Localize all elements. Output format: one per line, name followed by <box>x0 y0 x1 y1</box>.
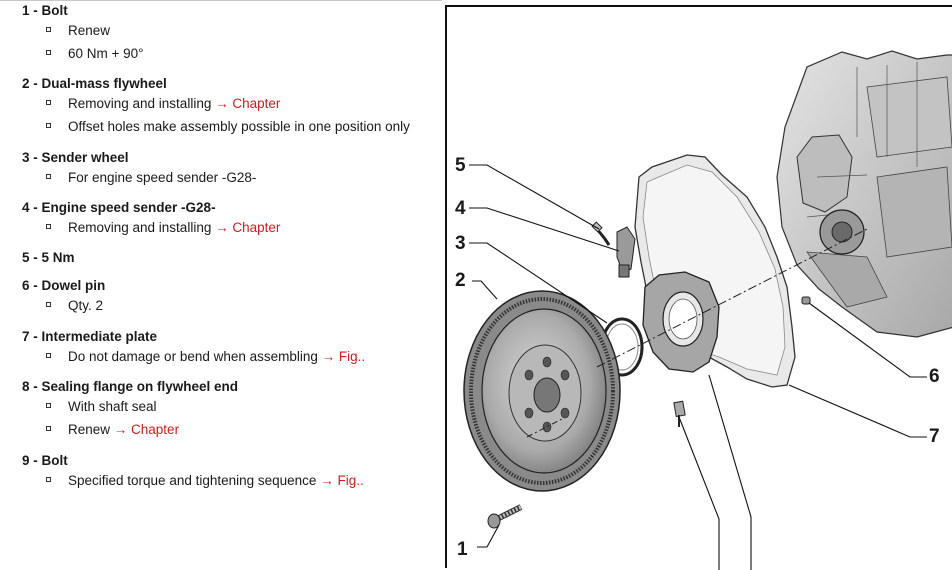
item-line <box>68 92 280 115</box>
chapter-link[interactable]: → Chapter <box>215 96 281 111</box>
list-item <box>22 395 442 418</box>
part-separator: - <box>29 453 42 468</box>
part-separator: - <box>29 76 42 91</box>
part-number: 6 <box>22 278 30 293</box>
bolt-1 <box>488 507 521 528</box>
square-bullet-icon <box>46 477 51 482</box>
square-bullet-icon <box>46 100 51 105</box>
item-text: 60 Nm + 90° <box>68 46 144 61</box>
callout-1: 1 <box>457 539 468 560</box>
part-name: Bolt <box>41 3 68 18</box>
part-number: 1 <box>22 3 30 18</box>
list-item <box>22 345 442 368</box>
part-number: 7 <box>22 329 30 344</box>
bolt-9 <box>674 401 685 427</box>
item-text: Offset holes make assembly possible in one position only <box>68 119 410 134</box>
part-name: Sealing flange on flywheel end <box>41 379 239 394</box>
part-title <box>22 199 442 216</box>
part-title <box>22 149 442 166</box>
item-text: Do not damage or bend when assembling <box>68 349 322 364</box>
square-bullet-icon <box>46 224 51 229</box>
part-separator: - <box>29 329 42 344</box>
item-line <box>68 345 365 368</box>
item-text: Specified torque and tightening sequence <box>68 473 321 488</box>
part-4 <box>22 199 442 239</box>
part-separator: - <box>29 150 42 165</box>
item-text: Removing and installing <box>68 220 216 235</box>
part-title <box>22 2 442 19</box>
part-number: 5 <box>22 250 30 265</box>
part-number: 2 <box>22 76 30 91</box>
square-bullet-icon <box>46 123 51 128</box>
item-text: Renew <box>68 23 111 38</box>
list-item <box>22 115 442 138</box>
dual-mass-flywheel <box>464 291 620 491</box>
part-title <box>22 277 442 294</box>
part-9 <box>22 452 442 492</box>
list-item <box>22 19 442 42</box>
part-5 <box>22 249 442 266</box>
square-bullet-icon <box>46 353 51 358</box>
part-separator: - <box>29 278 42 293</box>
part-name: Intermediate plate <box>41 329 158 344</box>
part-number: 3 <box>22 150 30 165</box>
part-2 <box>22 75 442 138</box>
part-title <box>22 75 442 92</box>
callout-2: 2 <box>455 270 466 291</box>
part-name: Dowel pin <box>41 278 106 293</box>
square-bullet-icon <box>46 302 51 307</box>
engine-speed-sender <box>617 227 635 277</box>
item-text: Removing and installing <box>68 96 216 111</box>
part-name: Engine speed sender -G28- <box>41 200 216 215</box>
part-separator: - <box>29 200 42 215</box>
list-item <box>22 216 442 239</box>
item-text: Renew <box>68 422 114 437</box>
part-title <box>22 249 442 266</box>
square-bullet-icon <box>46 27 51 32</box>
diagram-drawing <box>447 7 952 570</box>
part-number: 9 <box>22 453 30 468</box>
item-text: With shaft seal <box>68 399 157 414</box>
part-1 <box>22 2 442 65</box>
part-name: Dual-mass flywheel <box>41 76 167 91</box>
callout-6: 6 <box>929 366 940 387</box>
part-7 <box>22 328 442 368</box>
dowel-pin <box>802 297 810 304</box>
callout-3: 3 <box>455 233 466 254</box>
parts-list <box>0 0 440 568</box>
item-text: For engine speed sender -G28- <box>68 170 257 185</box>
square-bullet-icon <box>46 426 51 431</box>
part-separator: - <box>29 3 42 18</box>
item-line <box>68 418 179 441</box>
list-item <box>22 92 442 115</box>
figure-link[interactable]: → Fig.. <box>321 349 366 364</box>
exploded-view-diagram <box>445 5 952 568</box>
part-6 <box>22 277 442 317</box>
part-separator: - <box>29 250 42 265</box>
part-name: Sender wheel <box>41 150 129 165</box>
part-3 <box>22 149 442 189</box>
part-name: 5 Nm <box>41 250 75 265</box>
sealing-flange <box>643 272 719 372</box>
list-item <box>22 294 442 317</box>
part-8 <box>22 378 442 441</box>
item-text: Qty. 2 <box>68 298 104 313</box>
list-item <box>22 418 442 441</box>
list-item <box>22 469 442 492</box>
chapter-link[interactable]: → Chapter <box>113 422 180 437</box>
part-name: Bolt <box>41 453 68 468</box>
figure-link[interactable]: → Fig.. <box>320 473 364 488</box>
square-bullet-icon <box>46 403 51 408</box>
callout-7: 7 <box>929 426 940 447</box>
engine-block <box>777 51 952 337</box>
item-line <box>68 216 280 239</box>
part-separator: - <box>29 379 42 394</box>
part-number: 4 <box>22 200 30 215</box>
chapter-link[interactable]: → Chapter <box>215 220 281 235</box>
list-item <box>22 166 442 189</box>
callout-4: 4 <box>455 198 466 219</box>
callout-5: 5 <box>455 155 466 176</box>
part-title <box>22 452 442 469</box>
part-number: 8 <box>22 379 30 394</box>
part-title <box>22 378 442 395</box>
bolt-5 <box>592 222 609 245</box>
square-bullet-icon <box>46 50 51 55</box>
list-item <box>22 42 442 65</box>
square-bullet-icon <box>46 174 51 179</box>
item-line <box>68 469 364 492</box>
part-title <box>22 328 442 345</box>
